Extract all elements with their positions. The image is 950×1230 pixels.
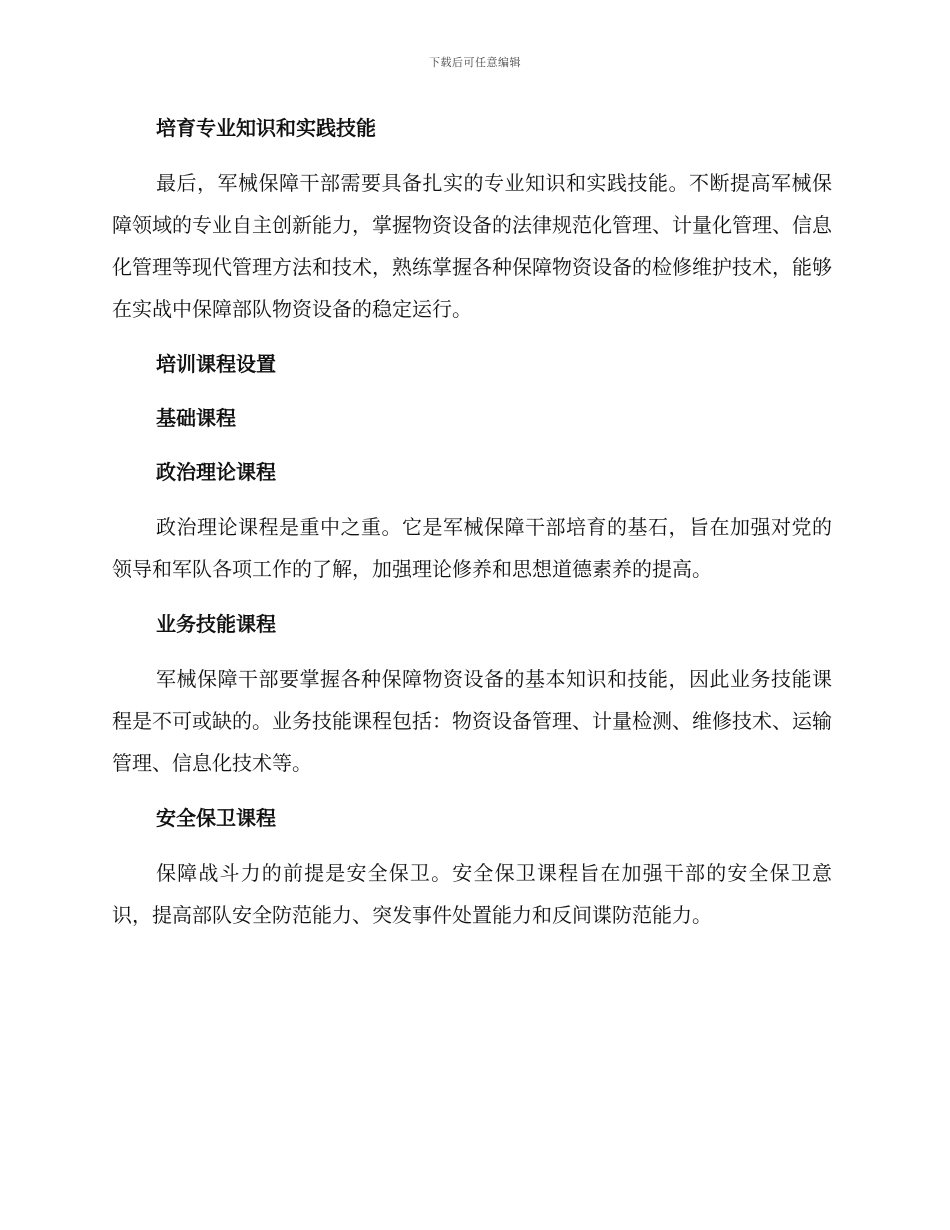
section-body-security: 保障战斗力的前提是安全保卫。安全保卫课程旨在加强干部的安全保卫意识，提高部队安全防范能力、突发事件处置能力和反间谍防范能力。	[112, 861, 832, 927]
section-body-skills: 最后，军械保障干部需要具备扎实的专业知识和实践技能。不断提高军械保障领域的专业自主创新能力，掌握物资设备的法律规范化管理、计量化管理、信息化管理等现代管理方法和技术，熟练掌握各种保障物资设备的检修维护技术，能够在实战中保障部队物资设备的稳定运行。	[112, 171, 832, 321]
section-heading-basic-courses: 基础课程	[156, 406, 236, 430]
page-header: 下载后可任意编辑	[429, 56, 521, 69]
document-body	[112, 108, 832, 950]
section-heading-course-setup: 培训课程设置	[156, 352, 276, 376]
section-body-business-skills: 军械保障干部要掌握各种保障物资设备的基本知识和技能，因此业务技能课程是不可或缺的。业务技能课程包括：物资设备管理、计量检测、维修技术、运输管理、信息化技术等。	[112, 667, 832, 775]
section-heading-security: 安全保卫课程	[156, 806, 276, 830]
section-body-political-theory: 政治理论课程是重中之重。它是军械保障干部培育的基石，旨在加强对党的领导和军队各项工作的了解，加强理论修养和思想道德素养的提高。	[112, 515, 832, 581]
section-heading-business-skills: 业务技能课程	[156, 612, 276, 636]
section-heading-political-theory: 政治理论课程	[156, 460, 276, 484]
section-heading-skills: 培育专业知识和实践技能	[156, 116, 376, 140]
